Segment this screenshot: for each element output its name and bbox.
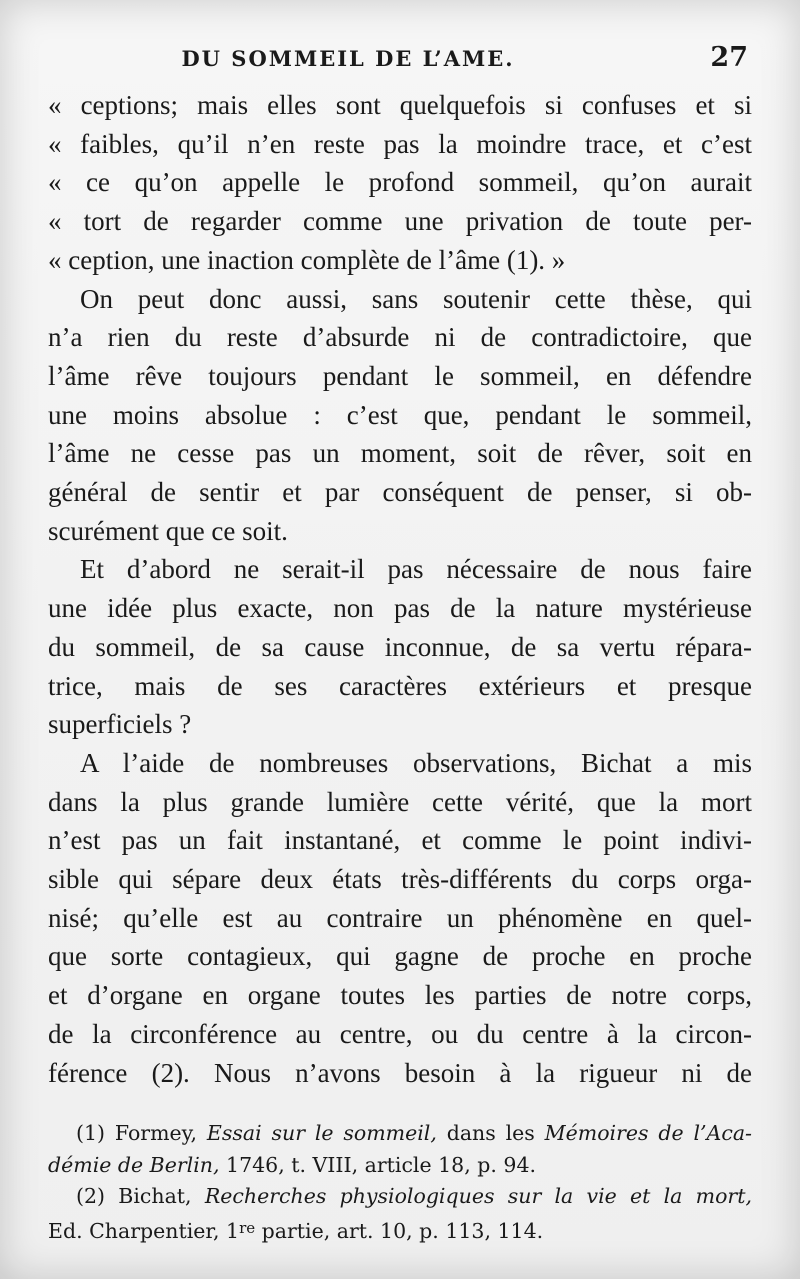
footnote-1-mid: dans les xyxy=(446,1121,535,1145)
text-line: de la circonférence au centre, ou du centre à la circon- xyxy=(48,1018,752,1049)
text-line: « tort de regarder comme une privation de toute per- xyxy=(48,206,752,237)
text-line: du sommeil, de sa cause inconnue, de sa vertu répara- xyxy=(48,631,752,662)
text-line: férence (2). Nous n’avons besoin à la rigueur ni de xyxy=(48,1057,752,1088)
text-line: l’âme rêve toujours pendant le sommeil, en défendre xyxy=(48,360,752,391)
text-line: scurément que ce soit. xyxy=(48,515,288,546)
page-header xyxy=(48,40,748,80)
text-line: « ce qu’on appelle le profond sommeil, qu’on aurait xyxy=(48,167,752,198)
footnote-2-title: Recherches physiologiques sur la vie et la mort, xyxy=(204,1184,752,1208)
footnote-2-line-1 xyxy=(48,1181,752,1213)
footnote-1-source: Mémoires de l’Aca- xyxy=(544,1121,752,1145)
footnote-2-ordinal: 1 xyxy=(226,1218,240,1243)
footnote-1-line-2 xyxy=(48,1150,752,1182)
footnote-2-line-2 xyxy=(48,1213,752,1248)
footnote-1-source-cont: démie de Berlin, xyxy=(48,1152,220,1177)
text-line: dans la plus grande lumière cette vérité, que la mort xyxy=(48,786,752,817)
page-number: 27 xyxy=(710,42,748,73)
body-text xyxy=(48,86,752,1092)
text-line: et d’organe en organe toutes les parties de notre corps, xyxy=(48,980,752,1011)
footnotes xyxy=(48,1118,752,1247)
text-line: l’âme ne cesse pas un moment, soit de rêver, soit en xyxy=(48,438,752,469)
text-line: A l’aide de nombreuses observations, Bichat a mis xyxy=(80,747,752,778)
text-line: trice, mais de ses caractères extérieurs et presque xyxy=(48,670,752,701)
running-title: DU SOMMEIL DE L’AME. xyxy=(181,46,515,71)
text-line: Et d’abord ne serait-il pas nécessaire de nous faire xyxy=(80,554,752,585)
text-line: « faibles, qu’il n’en reste pas la moindre trace, et c’est xyxy=(48,128,752,159)
text-line: On peut donc aussi, sans soutenir cette thèse, qui xyxy=(80,283,752,314)
footnote-2-ordinal-sup: re xyxy=(239,1218,256,1237)
text-line: une moins absolue : c’est que, pendant le sommeil, xyxy=(48,399,752,430)
text-line: sible qui sépare deux états très-différents du corps orga- xyxy=(48,864,752,895)
text-line: « ception, une inaction complète de l’âme (1). » xyxy=(48,244,566,275)
footnote-1-rest: 1746, t. VIII, article 18, p. 94. xyxy=(226,1152,537,1177)
text-line: n’a rien du reste d’absurde ni de contradictoire, que xyxy=(48,322,752,353)
text-line: superficiels ? xyxy=(48,709,192,740)
footnote-1-line-1 xyxy=(48,1118,752,1150)
footnote-2-marker: (2) Bichat, xyxy=(76,1184,192,1208)
text-line: que sorte contagieux, qui gagne de proche en proche xyxy=(48,941,752,972)
footnote-2-rest: partie, art. 10, p. 113, 114. xyxy=(261,1218,544,1243)
text-line: n’est pas un fait instantané, et comme le point indivi- xyxy=(48,825,752,856)
footnote-1-marker: (1) Formey, xyxy=(76,1121,198,1145)
text-line: « ceptions; mais elles sont quelquefois si confuses et si xyxy=(48,90,752,120)
text-line: nisé; qu’elle est au contraire un phénomène en quel- xyxy=(48,902,752,933)
footnote-2-edition: Ed. Charpentier, xyxy=(48,1218,220,1243)
footnote-1-title: Essai sur le sommeil, xyxy=(206,1121,437,1145)
text-line: général de sentir et par conséquent de penser, si ob- xyxy=(48,477,752,508)
text-line: une idée plus exacte, non pas de la nature mystérieuse xyxy=(48,593,752,624)
